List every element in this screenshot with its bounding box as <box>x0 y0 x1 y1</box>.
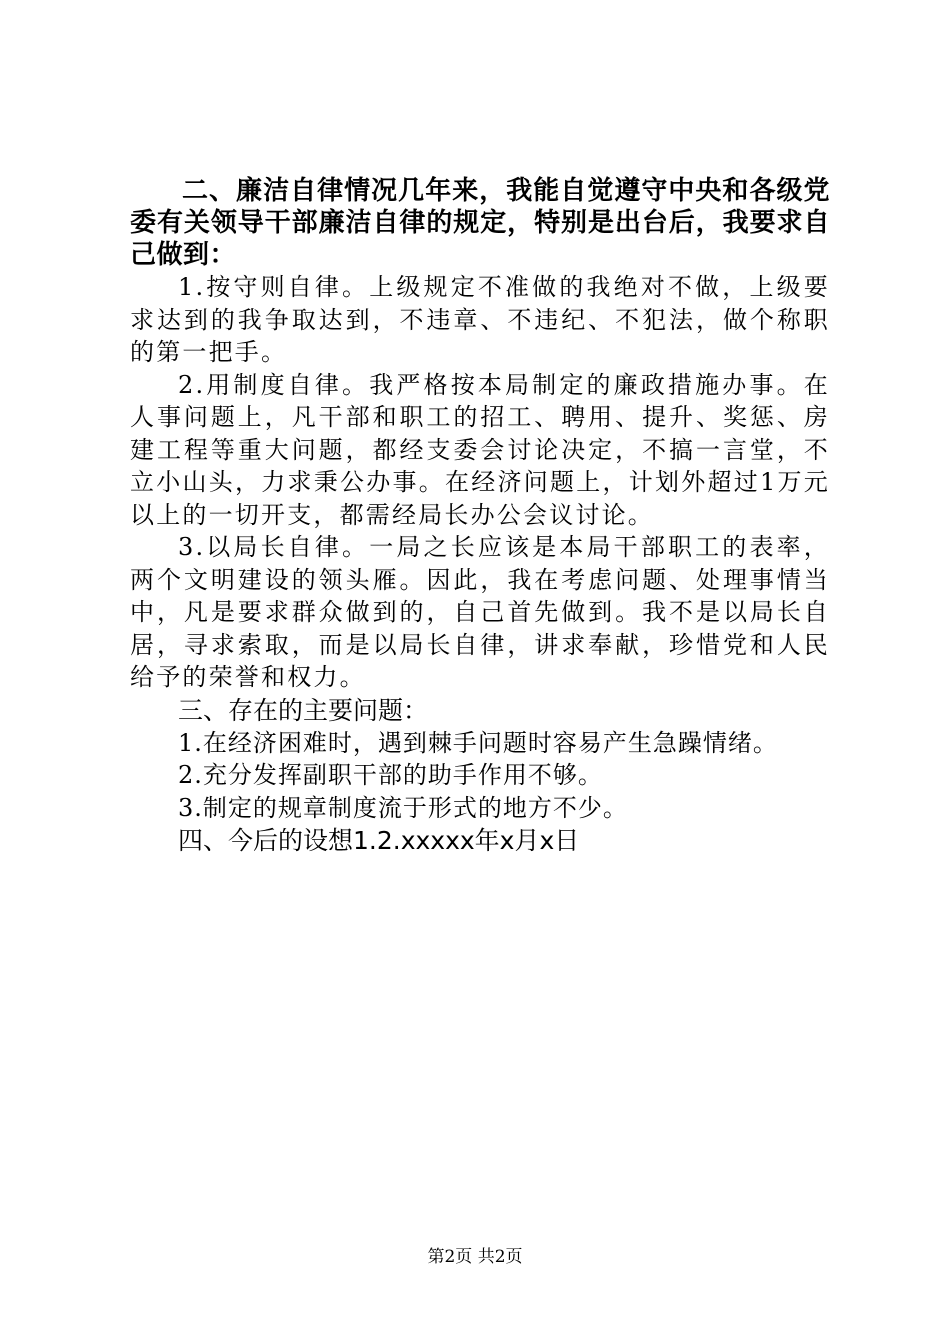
paragraph-item-3: 3.以局长自律。一局之长应该是本局干部职工的表率，两个文明建设的领头雁。因此，我在考虑问题、处理事情当中，凡是要求群众做到的，自己首先做到。我不是以局长自居，寻求索取，而是以局长自律，讲求奉献，珍惜党和人民给予的荣誉和权力。 <box>130 533 830 691</box>
section-heading-future-plans: 四、今后的设想1.2.xxxxx年x月x日 <box>178 826 580 855</box>
paragraph-item-2: 2.用制度自律。我严格按本局制定的廉政措施办事。在人事问题上，凡干部和职工的招工、聘用、提升、奖惩、房建工程等重大问题，都经支委会讨论决定，不搞一言堂，不立小山头，力求秉公办事。在经济问题上，计划外超过1万元以上的一切开支，都需经局长办公会议讨论。 <box>130 370 830 529</box>
problem-item-1: 1.在经济困难时，遇到棘手问题时容易产生急躁情绪。 <box>178 728 778 757</box>
section-heading-self-discipline: 二、廉洁自律情况几年来，我能自觉遵守中央和各级党委有关领导干部廉洁自律的规定，特别是出台后，我要求自己做到： <box>130 176 830 270</box>
page-footer: 第2页 共2页 <box>427 1247 523 1267</box>
problem-item-3: 3.制定的规章制度流于形式的地方不少。 <box>178 793 628 822</box>
section-heading-problems: 三、存在的主要问题： <box>178 695 429 725</box>
problem-item-2: 2.充分发挥副职干部的助手作用不够。 <box>178 761 603 789</box>
paragraph-item-1: 1.按守则自律。上级规定不准做的我绝对不做，上级要求达到的我争取达到，不违章、不违纪、不犯法，做个称职的第一把手。 <box>130 273 830 366</box>
document-body <box>130 175 830 858</box>
